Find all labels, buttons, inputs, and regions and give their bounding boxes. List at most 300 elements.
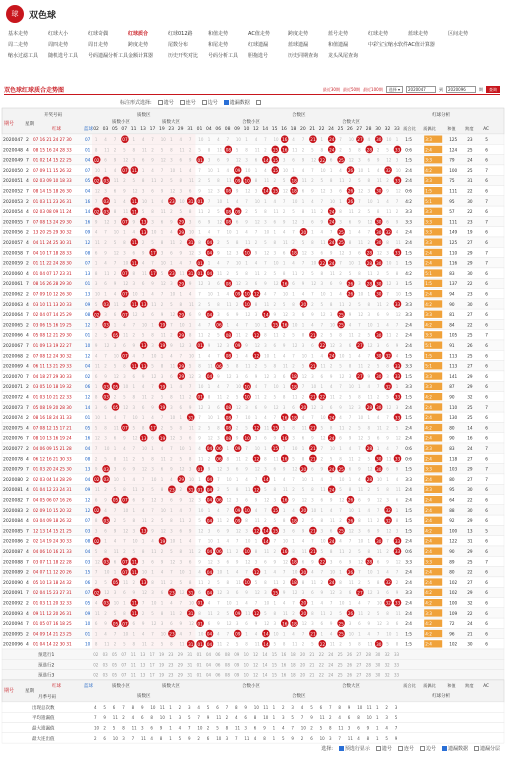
footer-stat-value: 7 xyxy=(329,704,332,710)
miss-count: 5 xyxy=(104,456,107,462)
nav-link[interactable]: 尾数分布 xyxy=(168,42,189,48)
blue-number-cell: 01 xyxy=(85,332,91,338)
annotation-option[interactable] xyxy=(224,99,250,106)
miss-count: 3 xyxy=(170,404,173,410)
drawn-ball-label: 07 xyxy=(122,425,128,431)
miss-count: 4 xyxy=(113,538,117,544)
miss-count: 8 xyxy=(94,147,98,153)
drawn-ball-label: 08 xyxy=(225,188,232,194)
drawn-ball-label: 13 xyxy=(141,580,147,586)
miss-count: 8 xyxy=(104,425,107,431)
stat-sum-cell: 92 xyxy=(449,518,455,524)
issue-cell: 2020079 xyxy=(3,467,24,473)
miss-count: 2 xyxy=(226,270,230,276)
miss-count: 4 xyxy=(179,260,183,266)
blue-number-cell: 07 xyxy=(85,167,91,173)
from-issue-input[interactable]: 2020047 xyxy=(406,86,436,93)
miss-count: 4 xyxy=(311,322,314,328)
miss-count: 2 xyxy=(282,332,286,338)
nav-link[interactable]: 随机选号工具 xyxy=(48,53,79,59)
nav-link[interactable]: 红球012路 xyxy=(168,31,193,37)
drawn-ball-label: 04 xyxy=(206,374,213,380)
miss-count: 1 xyxy=(217,167,220,173)
stat-sum-cell: 96 xyxy=(449,631,455,637)
forecast-ball-number: 17 xyxy=(149,662,155,668)
miss-count: 2 xyxy=(320,332,324,338)
forecast-ball-number: 04 xyxy=(206,662,212,668)
nav-link[interactable]: AC值计算器 xyxy=(408,42,435,48)
miss-count: 10 xyxy=(217,569,223,575)
display-option[interactable] xyxy=(376,745,392,752)
miss-count: 8 xyxy=(273,240,277,245)
nav-menu xyxy=(0,28,506,61)
stat-span-cell: 25 xyxy=(467,415,473,421)
nav-link[interactable]: 基本走势 xyxy=(8,31,29,37)
display-option[interactable] xyxy=(474,745,500,752)
miss-count: 4 xyxy=(160,198,164,204)
drawn-ball-label: 05 xyxy=(112,621,119,627)
footer-stat-value: 6 xyxy=(244,715,247,721)
miss-count: 5 xyxy=(179,456,183,462)
miss-count: 8 xyxy=(226,579,230,585)
nav-link[interactable]: 跨度走势 xyxy=(288,31,309,37)
blue-number-cell: 08 xyxy=(85,456,91,462)
miss-count: 12 xyxy=(94,435,100,441)
miss-count: 11 xyxy=(179,270,185,276)
nav-link[interactable]: 蓝球走势 xyxy=(408,31,429,37)
nav-link[interactable]: 红球走势 xyxy=(368,31,389,37)
nav-link[interactable]: 区间走势 xyxy=(448,31,469,37)
miss-count: 5 xyxy=(339,610,342,616)
miss-count: 9 xyxy=(254,497,258,503)
miss-count: 11 xyxy=(113,178,119,184)
footer-stat-value: 2 xyxy=(310,725,313,731)
stat-sum-cell: 125 xyxy=(449,240,458,245)
miss-count: 8 xyxy=(217,301,220,307)
miss-count: 6 xyxy=(151,312,154,318)
checkbox-icon[interactable] xyxy=(180,100,185,105)
miss-count: 11 xyxy=(254,518,260,524)
miss-count: 2 xyxy=(94,579,98,585)
drawn-ball-label: 22 xyxy=(319,394,326,400)
miss-count: 7 xyxy=(170,446,173,451)
miss-count: 2 xyxy=(179,610,183,616)
miss-count: 11 xyxy=(329,394,335,400)
miss-count: 3 xyxy=(207,281,211,287)
drawn-ball-label: 21 xyxy=(310,425,316,431)
annotation-option[interactable] xyxy=(180,99,196,106)
drawn-ball-label: 22 xyxy=(319,343,326,349)
footer-stat-value: 4 xyxy=(150,735,153,741)
to-issue-input[interactable]: 2020096 xyxy=(446,86,476,93)
stat-ac-cell: 6 xyxy=(485,456,488,462)
stat-ratio-cell: 1:5 xyxy=(405,281,412,287)
footer-stat-value: 2 xyxy=(103,725,106,731)
display-option[interactable] xyxy=(398,745,414,752)
miss-count: 1 xyxy=(358,260,361,266)
miss-count: 11 xyxy=(273,209,279,215)
miss-count: 5 xyxy=(282,425,286,431)
nav-link[interactable]: 号码分析工具 xyxy=(208,53,239,59)
nav-link[interactable]: 蓝球遗漏 xyxy=(288,42,309,48)
miss-count: 10 xyxy=(264,353,270,359)
issue-cell: 2020092 xyxy=(3,601,24,607)
forecast-ball-number: 19 xyxy=(159,662,165,668)
recent-50-link[interactable]: 最近50期 xyxy=(342,86,361,92)
miss-count: 3 xyxy=(301,219,305,225)
miss-count: 10 xyxy=(104,446,110,451)
drawn-ball-label: 12 xyxy=(253,487,260,493)
blue-number-cell: 08 xyxy=(85,250,91,256)
miss-count: 9 xyxy=(292,497,295,503)
checkbox-icon[interactable] xyxy=(224,100,229,105)
nav-link[interactable]: 历史开奖对比 xyxy=(168,53,199,59)
miss-count: 4 xyxy=(141,260,145,266)
miss-count: 11 xyxy=(123,332,129,338)
nav-link[interactable]: 和尾走势 xyxy=(208,42,229,48)
nav-link[interactable]: 缩水过滤工具 xyxy=(8,53,39,59)
miss-count: 2 xyxy=(123,178,126,184)
miss-count: 12 xyxy=(170,435,176,441)
miss-count: 8 xyxy=(217,178,220,184)
stat-ac-cell: 7 xyxy=(485,466,488,472)
footer-stat-value: 2 xyxy=(329,715,332,721)
miss-count: 1 xyxy=(132,384,136,390)
miss-count: 5 xyxy=(179,209,183,215)
nav-link[interactable]: 和值遗漏 xyxy=(328,42,349,48)
red-numbers-cell: 06 11 13 21 29 33 xyxy=(33,363,72,369)
miss-count: 1 xyxy=(170,384,173,390)
miss-count: 1 xyxy=(179,538,183,544)
issue-cell: 2020050 xyxy=(3,168,24,174)
nav-link[interactable]: 历史同期查询 xyxy=(288,53,319,59)
period-select[interactable] xyxy=(386,86,403,93)
miss-count: 5 xyxy=(301,487,305,493)
week-cell: 7 xyxy=(26,467,29,473)
header-ball-number: 06 xyxy=(215,127,222,132)
checkbox-icon[interactable] xyxy=(158,100,163,105)
miss-count: 1 xyxy=(348,476,352,482)
miss-count: 4 xyxy=(170,229,173,235)
miss-count: 6 xyxy=(386,590,389,596)
drawn-ball-label: 04 xyxy=(206,518,213,524)
header-ball-number: 09 xyxy=(234,127,240,132)
miss-count: 7 xyxy=(226,137,230,142)
miss-count: 1 xyxy=(188,446,192,451)
site-title: 双色球 xyxy=(29,10,57,21)
miss-count: 4 xyxy=(282,476,286,482)
blue-number-cell: 10 xyxy=(85,343,91,348)
miss-count: 11 xyxy=(273,456,279,462)
display-option[interactable] xyxy=(339,745,370,752)
footer-stat-value: 1 xyxy=(376,725,379,731)
header-ball-number: 20 xyxy=(300,127,306,132)
miss-count: 3 xyxy=(282,528,286,534)
miss-count: 8 xyxy=(301,579,305,585)
recent-100-link[interactable]: 最近100期 xyxy=(363,86,383,92)
forecast-ball-number: 22 xyxy=(318,662,324,668)
drawn-ball-label: 33 xyxy=(394,600,401,606)
nav-link[interactable]: 红球大小 xyxy=(48,31,69,37)
display-option[interactable] xyxy=(442,745,468,752)
issue-cell: 2020055 xyxy=(3,220,24,226)
miss-count: 11 xyxy=(179,518,185,524)
forecast-ball-number: 01 xyxy=(196,652,202,657)
miss-count: 6 xyxy=(245,373,248,379)
miss-count: 11 xyxy=(94,487,100,493)
nav-link[interactable]: AC值走势 xyxy=(248,31,270,37)
miss-count: 3 xyxy=(188,466,192,472)
nav-link[interactable]: 周四走势 xyxy=(48,42,69,48)
forecast-ball-number: 31 xyxy=(187,672,193,678)
stat-ratio-cell: 3:3 xyxy=(405,476,412,482)
nav-link[interactable]: 红球遗漏 xyxy=(248,42,269,48)
checkbox-icon[interactable] xyxy=(420,746,425,751)
week-cell: 7 xyxy=(26,220,29,226)
drawn-ball-label: 22 xyxy=(319,157,326,163)
stat-odd-cell: 4:2 xyxy=(425,621,432,627)
nav-link[interactable]: 胆拖选号 xyxy=(248,53,269,59)
header-ball-number: 13 xyxy=(140,127,146,132)
miss-count: 11 xyxy=(207,363,213,369)
stat-odd-cell: 2:4 xyxy=(425,147,432,153)
miss-count: 8 xyxy=(254,301,258,307)
nav-link[interactable]: 红球奇偶 xyxy=(88,31,109,37)
miss-count: 1 xyxy=(254,415,258,421)
drawn-ball-label: 26 xyxy=(347,199,354,204)
drawn-ball-label: 02 xyxy=(94,590,100,596)
drawn-ball-label: 30 xyxy=(376,332,382,338)
checkbox-icon[interactable] xyxy=(398,746,403,751)
miss-count: 3 xyxy=(329,312,333,318)
stat-ratio-cell: 0:6 xyxy=(405,446,412,451)
forecast-ball-number: 04 xyxy=(206,652,212,657)
miss-count: 3 xyxy=(141,188,145,194)
footer-stat-value: 4 xyxy=(131,715,135,721)
checkbox-icon[interactable] xyxy=(442,746,447,751)
miss-count: 2 xyxy=(141,610,145,616)
miss-count: 10 xyxy=(151,476,157,482)
stat-ac-cell: 6 xyxy=(485,579,488,585)
annotation-option[interactable] xyxy=(202,99,218,106)
drawn-ball-label: 11 xyxy=(131,240,138,246)
drawn-ball-label: 07 xyxy=(122,353,128,359)
checkbox-icon[interactable] xyxy=(339,746,344,751)
miss-count: 2 xyxy=(151,147,154,153)
miss-count: 9 xyxy=(179,621,183,627)
miss-count: 11 xyxy=(292,270,298,276)
checkbox-icon[interactable] xyxy=(256,100,261,105)
miss-count: 8 xyxy=(329,178,333,184)
header-analysis: 红球分析 xyxy=(432,113,451,118)
footer-row-label: 最大遗漏值 xyxy=(32,726,55,732)
stat-sum-cell: 103 xyxy=(449,466,458,472)
miss-count: 10 xyxy=(226,476,232,482)
miss-count: 4 xyxy=(273,569,277,575)
issue-cell: 2020053 xyxy=(3,199,24,205)
forecast-ball-number: 06 xyxy=(215,652,221,657)
miss-count: 8 xyxy=(207,147,211,153)
red-numbers-cell: 04 06 10 16 21 33 xyxy=(33,549,72,554)
stat-ratio-cell: 2:4 xyxy=(405,332,412,338)
stat-ac-cell: 6 xyxy=(485,497,488,503)
miss-count: 8 xyxy=(104,549,107,554)
header-ball-number: 15 xyxy=(271,127,278,132)
forecast-ball-number: 29 xyxy=(177,672,183,678)
query-button[interactable]: 查询 xyxy=(486,86,500,93)
miss-count: 4 xyxy=(348,446,352,451)
footer-prime-zone: 质数区 xyxy=(137,693,151,699)
stat-odd-cell: 5:1 xyxy=(425,270,432,276)
red-numbers-cell: 02 03 04 14 28 29 xyxy=(33,476,72,482)
miss-count: 10 xyxy=(264,600,270,606)
miss-count: 9 xyxy=(141,497,145,503)
nav-link[interactable]: 龙头凤尾查询 xyxy=(328,53,359,59)
miss-count: 4 xyxy=(254,507,258,513)
week-cell: 2 xyxy=(26,570,29,576)
issue-cell: 2020072 xyxy=(3,395,24,401)
miss-count: 9 xyxy=(104,497,107,503)
header-ball-number: 11 xyxy=(130,127,137,132)
forecast-ball-number: 18 xyxy=(290,662,296,668)
stat-ratio-cell: 4:2 xyxy=(405,270,412,276)
miss-count: 4 xyxy=(151,291,154,297)
miss-count: 2 xyxy=(264,394,267,400)
miss-count: 9 xyxy=(301,157,305,163)
header-red: 红球 xyxy=(52,127,61,132)
miss-count: 2 xyxy=(198,301,201,307)
stat-sum-cell: 81 xyxy=(449,312,455,318)
miss-count: 8 xyxy=(264,579,267,585)
blue-number-cell: 04 xyxy=(85,446,91,451)
forecast-ball-number: 06 xyxy=(215,672,221,678)
drawn-ball-label: 31 xyxy=(188,590,194,596)
nav-link[interactable]: 和值走势 xyxy=(208,31,229,37)
miss-count: 1 xyxy=(170,507,173,513)
footer-comp-sub1: 合数小区 xyxy=(242,683,260,689)
checkbox-icon[interactable] xyxy=(202,100,207,105)
miss-count: 11 xyxy=(235,332,241,338)
miss-count: 1 xyxy=(367,167,371,173)
stat-sum-cell: 118 xyxy=(449,456,458,462)
miss-count: 3 xyxy=(320,404,324,410)
miss-count: 12 xyxy=(367,590,373,596)
header-stat: 质偶比 xyxy=(423,126,436,131)
miss-count: 3 xyxy=(235,621,239,627)
miss-count: 3 xyxy=(395,404,399,410)
stat-odd-cell: 3:3 xyxy=(425,610,432,616)
miss-count: 7 xyxy=(207,198,211,204)
stat-ac-cell: 7 xyxy=(485,404,488,410)
miss-count: 9 xyxy=(188,404,192,410)
miss-count: 5 xyxy=(207,178,211,184)
miss-count: 7 xyxy=(282,446,286,451)
drawn-ball-label: 33 xyxy=(394,250,401,256)
miss-count: 1 xyxy=(217,538,220,544)
stat-odd-cell: 3:3 xyxy=(425,229,432,235)
drawn-ball-label: 12 xyxy=(253,528,260,534)
miss-count: 8 xyxy=(160,240,164,245)
miss-count: 7 xyxy=(141,476,145,482)
week-cell: 7 xyxy=(26,158,29,164)
nav-link[interactable]: 号码遗漏分析工具 xyxy=(88,53,129,59)
miss-count: 8 xyxy=(151,579,154,585)
stat-span-cell: 29 xyxy=(467,590,473,596)
miss-count: 1 xyxy=(235,600,239,606)
miss-count: 6 xyxy=(179,157,183,163)
miss-count: 2 xyxy=(282,209,286,215)
miss-count: 1 xyxy=(273,353,277,359)
stat-ratio-cell: 1:5 xyxy=(405,260,412,266)
miss-count: 11 xyxy=(273,579,279,585)
miss-count: 7 xyxy=(367,353,371,359)
display-option[interactable] xyxy=(420,745,436,752)
forecast-ball-number: 14 xyxy=(262,672,268,678)
drawn-ball-label: 22 xyxy=(319,260,326,266)
miss-count: 1 xyxy=(226,446,230,451)
miss-count: 6 xyxy=(395,621,399,627)
nav-link[interactable]: 金额计算器 xyxy=(128,53,154,59)
footer-stat-value: 8 xyxy=(225,725,229,731)
period-select-value: 选择 xyxy=(388,87,397,92)
drawn-ball-label: 07 xyxy=(122,312,128,318)
stat-sum-cell: 137 xyxy=(449,281,458,287)
miss-count: 7 xyxy=(358,446,361,451)
annotation-option[interactable] xyxy=(256,100,262,106)
annotation-option[interactable] xyxy=(158,99,174,106)
checkbox-icon[interactable] xyxy=(376,746,381,751)
miss-count: 10 xyxy=(395,167,401,173)
forecast-ball-number: 16 xyxy=(281,652,287,657)
stat-odd-cell: 2:4 xyxy=(425,435,432,441)
miss-count: 7 xyxy=(235,538,239,544)
drawn-ball-label: 01 xyxy=(197,271,203,277)
miss-count: 4 xyxy=(282,229,286,235)
forecast-ball-number: 22 xyxy=(318,672,324,678)
nav-link[interactable]: 红球质合 xyxy=(128,31,149,37)
header-ball-number: 05 xyxy=(112,127,118,132)
nav-link[interactable]: 周日走势 xyxy=(88,42,109,48)
nav-link[interactable]: 蓝号走势 xyxy=(328,31,349,37)
miss-count: 10 xyxy=(311,507,317,513)
miss-count: 2 xyxy=(151,394,154,400)
miss-count: 6 xyxy=(235,590,239,596)
forecast-ball-number: 25 xyxy=(337,672,343,678)
header-stat: AC xyxy=(483,126,489,131)
drawn-ball-label: 16 xyxy=(282,322,288,328)
miss-count: 6 xyxy=(320,250,324,256)
stat-ac-cell: 6 xyxy=(485,373,488,379)
miss-count: 7 xyxy=(292,600,295,606)
nav-link[interactable]: 中彩宝宝缩水软件 xyxy=(368,42,409,48)
checkbox-icon[interactable] xyxy=(474,746,479,751)
footer-stat-value: 1 xyxy=(169,715,172,721)
drawn-ball-label: 32 xyxy=(385,384,391,390)
nav-link[interactable]: 跨度走势 xyxy=(128,42,149,48)
stat-ratio-cell: 0:6 xyxy=(405,147,412,153)
miss-count: 3 xyxy=(94,528,98,534)
nav-link[interactable]: 周二走势 xyxy=(8,42,29,48)
miss-count: 10 xyxy=(179,446,185,451)
miss-count: 12 xyxy=(329,343,335,348)
header-ball-number: 17 xyxy=(149,127,156,132)
miss-count: 12 xyxy=(301,250,307,256)
stat-odd-cell: 4:2 xyxy=(425,631,432,637)
recent-30-link[interactable]: 最近30期 xyxy=(322,86,340,92)
drawn-ball-label: 18 xyxy=(291,621,297,627)
miss-count: 1 xyxy=(282,631,286,637)
miss-count: 1 xyxy=(329,167,333,173)
